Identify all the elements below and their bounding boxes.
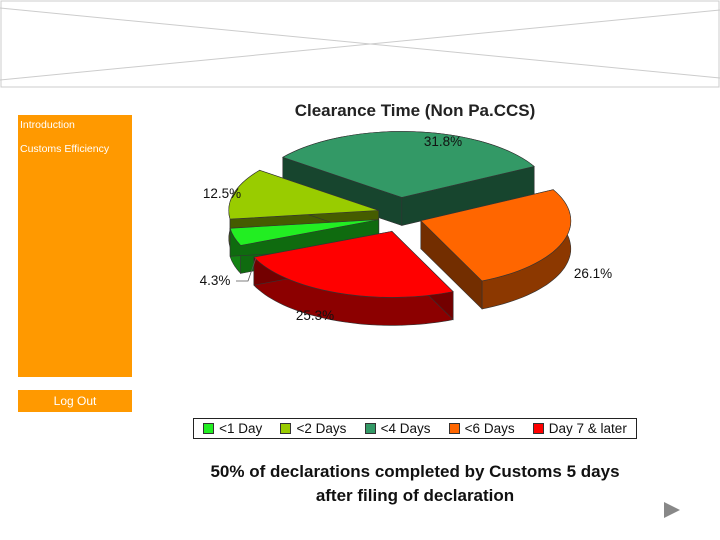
- chart-title: Clearance Time (Non Pa.CCS): [294, 101, 536, 120]
- legend-entry: [533, 421, 627, 436]
- legend-swatch: [533, 423, 544, 434]
- legend-swatch: [365, 423, 376, 434]
- legend-entry: [449, 421, 515, 436]
- legend-label: <2 Days: [296, 421, 347, 436]
- chart-legend: [193, 418, 637, 439]
- sidebar-item-customs-efficiency[interactable]: Customs Efficiency: [20, 143, 110, 155]
- legend-entry: [280, 421, 346, 436]
- legend-swatch: [449, 423, 460, 434]
- legend-entry: [203, 421, 262, 436]
- data-label: 4.3%: [199, 273, 231, 288]
- legend-label: <4 Days: [380, 421, 431, 436]
- data-label: 26.1%: [573, 266, 613, 281]
- sidebar-item-introduction[interactable]: Introduction: [20, 119, 75, 131]
- caption-line-2: after filing of declaration: [315, 486, 515, 505]
- next-slide-icon[interactable]: [664, 502, 680, 518]
- data-label: 31.8%: [423, 134, 463, 149]
- data-label: 12.5%: [202, 186, 242, 201]
- legend-label: Day 7 & later: [548, 421, 627, 436]
- legend-entry: [365, 421, 431, 436]
- caption: [150, 460, 680, 508]
- legend-swatch: [203, 423, 214, 434]
- legend-swatch: [280, 423, 291, 434]
- legend-label: <1 Day: [219, 421, 263, 436]
- caption-line-1: 50% of declarations completed by Customs 5 days: [210, 462, 620, 481]
- legend-label: <6 Days: [464, 421, 515, 436]
- data-label: 25.3%: [295, 308, 335, 323]
- logout-button[interactable]: Log Out: [18, 390, 132, 412]
